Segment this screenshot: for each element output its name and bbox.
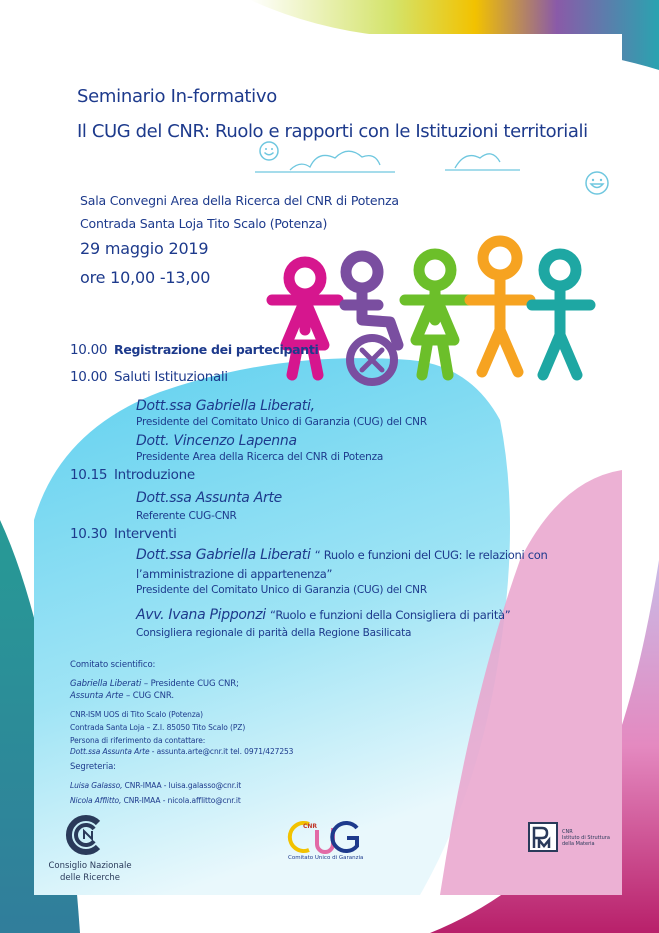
secretary-info: CNR-IMAA - nicola.afflitto@cnr.it [121, 796, 241, 805]
ism-label-line: Istituto di Struttura [562, 835, 610, 841]
ism-label-line: della Materia [562, 841, 595, 847]
talk-item [136, 607, 510, 623]
contact-line [70, 747, 293, 756]
speaker-name: Dott.ssa Gabriella Liberati, [136, 398, 315, 414]
secretary-name: Luisa Galasso, [70, 781, 123, 790]
cnr-name-line: Consiglio Nazionale [48, 861, 132, 871]
committee-member [70, 691, 174, 701]
address-line: CNR-ISM UOS di Tito Scalo (Potenza) [70, 710, 203, 719]
speaker-role: Presidente Area della Ricerca del CNR di Potenza [136, 451, 384, 463]
smiley-icon [258, 140, 280, 162]
secretary-name: Nicola Afflitto, [70, 796, 122, 805]
cug-cnr-mark: CNR [303, 823, 318, 830]
speaker-role: Presidente del Comitato Unico di Garanzia (CUG) del CNR [136, 416, 427, 428]
talk-title-cont [136, 566, 332, 582]
talk-title: “ Ruolo e funzioni del CUG: le relazioni con [314, 548, 548, 562]
program-time: 10.15 [70, 467, 108, 483]
speaker-name: Dott.ssa Assunta Arte [136, 490, 282, 506]
talk-item [136, 547, 547, 563]
member-name: Assunta Arte [70, 691, 124, 701]
speaker-name: Dott.ssa Gabriella Liberati [136, 547, 311, 563]
event-subtitle: Seminario In-formativo [77, 86, 277, 107]
cug-caption: Comitato Unico di Garanzia [288, 855, 364, 861]
ism-label-line: CNR [562, 829, 573, 835]
event-date: 29 maggio 2019 [80, 239, 209, 258]
program-label: Interventi [114, 526, 177, 542]
event-time: ore 10,00 -13,00 [80, 268, 211, 287]
committee-member [70, 679, 239, 689]
secretary-info: CNR-IMAA - luisa.galasso@cnr.it [122, 781, 242, 790]
member-name: Gabriella Liberati [70, 679, 142, 689]
program-time: 10.00 [70, 342, 108, 358]
venue-line: Sala Convegni Area della Ricerca del CNR di Potenza [80, 193, 399, 208]
talk-title: l’amministrazione di appartenenza” [136, 567, 333, 581]
speaker-name: Avv. Ivana Pipponzi [136, 607, 266, 623]
speaker-role: Referente CUG-CNR [136, 510, 237, 522]
address-line: Contrada Santa Loja – Z.I. 85050 Tito Scalo (PZ) [70, 723, 246, 732]
program-row-greetings [70, 369, 228, 385]
contact-label: Persona di riferimento da contattare: [70, 736, 206, 745]
program-label: Saluti Istituzionali [114, 369, 228, 385]
committee-heading: Comitato scientifico: [70, 660, 156, 670]
program-label: Registrazione dei partecipanti [114, 342, 319, 357]
ism-label [562, 829, 610, 847]
cnr-logo-icon [64, 815, 108, 855]
program-row-intro [70, 467, 195, 483]
venue-address: Contrada Santa Loja Tito Scalo (Potenza) [80, 216, 328, 231]
program-time: 10.30 [70, 526, 108, 542]
secretary-line [70, 796, 241, 805]
secretary-heading: Segreteria: [70, 762, 116, 772]
cnr-name-line: delle Ricerche [59, 873, 121, 883]
speaker-name: Dott. Vincenzo Lapenna [136, 433, 297, 449]
program-row-talks [70, 526, 177, 542]
speaker-role: Presidente del Comitato Unico di Garanzia (CUG) del CNR [136, 584, 427, 596]
program-label: Introduzione [114, 467, 195, 483]
event-title: Il CUG del CNR: Ruolo e rapporti con le Istituzioni territoriali [77, 121, 588, 142]
contact-name: Dott.ssa Assunta Arte [70, 747, 150, 756]
member-role: – Presidente CUG CNR; [141, 679, 239, 689]
program-row-registration [70, 342, 319, 358]
talk-title: “Ruolo e funzioni della Consigliera di parità” [270, 608, 511, 622]
secretary-line [70, 781, 241, 790]
ism-logo-icon [525, 818, 561, 856]
speaker-role: Consigliera regionale di parità della Regione Basilicata [136, 627, 412, 639]
contact-info: - assunta.arte@cnr.it tel. 0971/427253 [149, 747, 294, 756]
cug-logo-icon [287, 816, 363, 856]
smiley-icon [584, 170, 610, 196]
member-role: – CUG CNR. [123, 691, 174, 701]
program-time: 10.00 [70, 369, 108, 385]
